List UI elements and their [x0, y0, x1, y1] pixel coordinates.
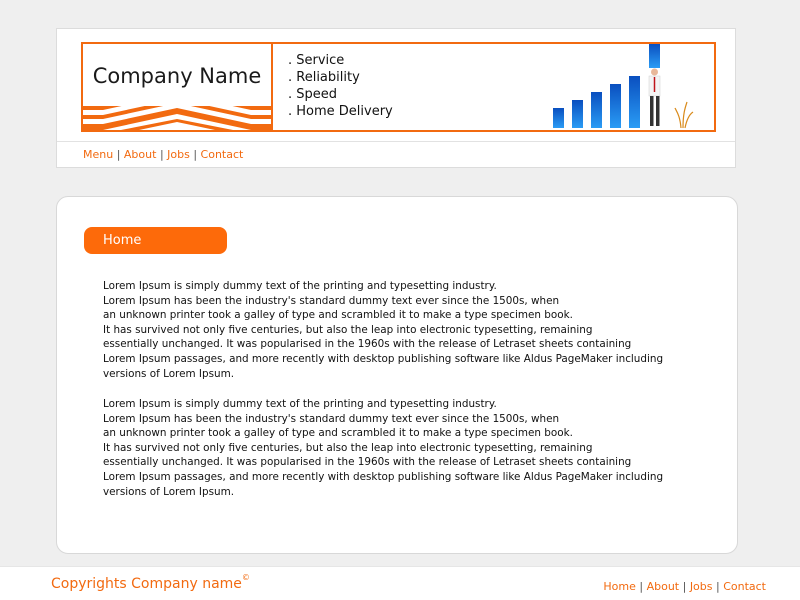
feature-item: . Speed [288, 87, 338, 102]
nav-link-contact[interactable]: Contact [200, 148, 244, 161]
paragraph-line: an unknown printer took a galley of type and scrambled it to make a type specimen book. [103, 427, 573, 440]
nav-separator: | [682, 580, 690, 593]
feature-item: . Reliability [288, 70, 360, 85]
paragraph-line: versions of Lorem Ipsum. [103, 485, 234, 498]
growth-bar-chart-icon [539, 44, 709, 130]
footer-nav [603, 580, 766, 593]
logo[interactable] [83, 44, 273, 130]
footer-link-contact[interactable]: Contact [723, 580, 766, 593]
paragraph-line: Lorem Ipsum has been the industry's standard dummy text ever since the 1500s, when [103, 294, 560, 307]
nav-separator: | [193, 148, 201, 161]
feature-list [288, 52, 393, 120]
copyright-label: Copyrights Company name [51, 576, 242, 592]
top-nav [83, 148, 243, 161]
header-divider [57, 141, 735, 142]
nav-link-jobs[interactable]: Jobs [167, 148, 190, 161]
body-paragraph [103, 279, 683, 381]
paragraph-line: an unknown printer took a galley of type and scrambled it to make a type specimen book. [103, 309, 573, 322]
paragraph-line: Lorem Ipsum passages, and more recently with desktop publishing software like Aldus PageMaker including [103, 352, 664, 365]
body-paragraph [103, 397, 683, 499]
feature-item: . Home Delivery [288, 104, 393, 119]
section-tab-home[interactable]: Home [84, 227, 227, 254]
chevron-stripes-decoration [83, 106, 271, 130]
paragraph-line: It has survived not only five centuries, but also the leap into electronic typesetting, remaining [103, 441, 593, 454]
paragraph-line: Lorem Ipsum is simply dummy text of the printing and typesetting industry. [103, 280, 497, 292]
copyright-symbol: © [241, 573, 250, 582]
paragraph-line: essentially unchanged. It was popularised in the 1960s with the release of Letraset sheets containing [103, 456, 632, 469]
header-banner [81, 42, 716, 132]
feature-item: . Service [288, 53, 345, 68]
nav-separator: | [116, 148, 124, 161]
footer-link-home[interactable]: Home [603, 580, 636, 593]
nav-separator: | [159, 148, 168, 161]
nav-link-menu[interactable]: Menu [83, 148, 114, 161]
nav-link-about[interactable]: About [123, 148, 157, 161]
main-content [56, 196, 738, 554]
paragraph-line: Lorem Ipsum passages, and more recently with desktop publishing software like Aldus PageMaker including [103, 470, 664, 483]
paragraph-line: It has survived not only five centuries, but also the leap into electronic typesetting, remaining [103, 323, 593, 336]
paragraph-line: Lorem Ipsum has been the industry's standard dummy text ever since the 1500s, when [103, 412, 560, 425]
paragraph-line: versions of Lorem Ipsum. [103, 367, 234, 380]
copyright-text [51, 573, 250, 592]
nav-separator: | [639, 580, 647, 593]
footer-link-jobs[interactable]: Jobs [689, 580, 713, 593]
paragraph-line: essentially unchanged. It was popularised in the 1960s with the release of Letraset sheets containing [103, 338, 632, 351]
paragraph-line: Lorem Ipsum is simply dummy text of the printing and typesetting industry. [103, 398, 497, 410]
footer [0, 566, 800, 600]
header [56, 28, 736, 168]
company-name: Company Name [92, 64, 262, 88]
nav-separator: | [716, 580, 724, 593]
footer-link-about[interactable]: About [646, 580, 680, 593]
